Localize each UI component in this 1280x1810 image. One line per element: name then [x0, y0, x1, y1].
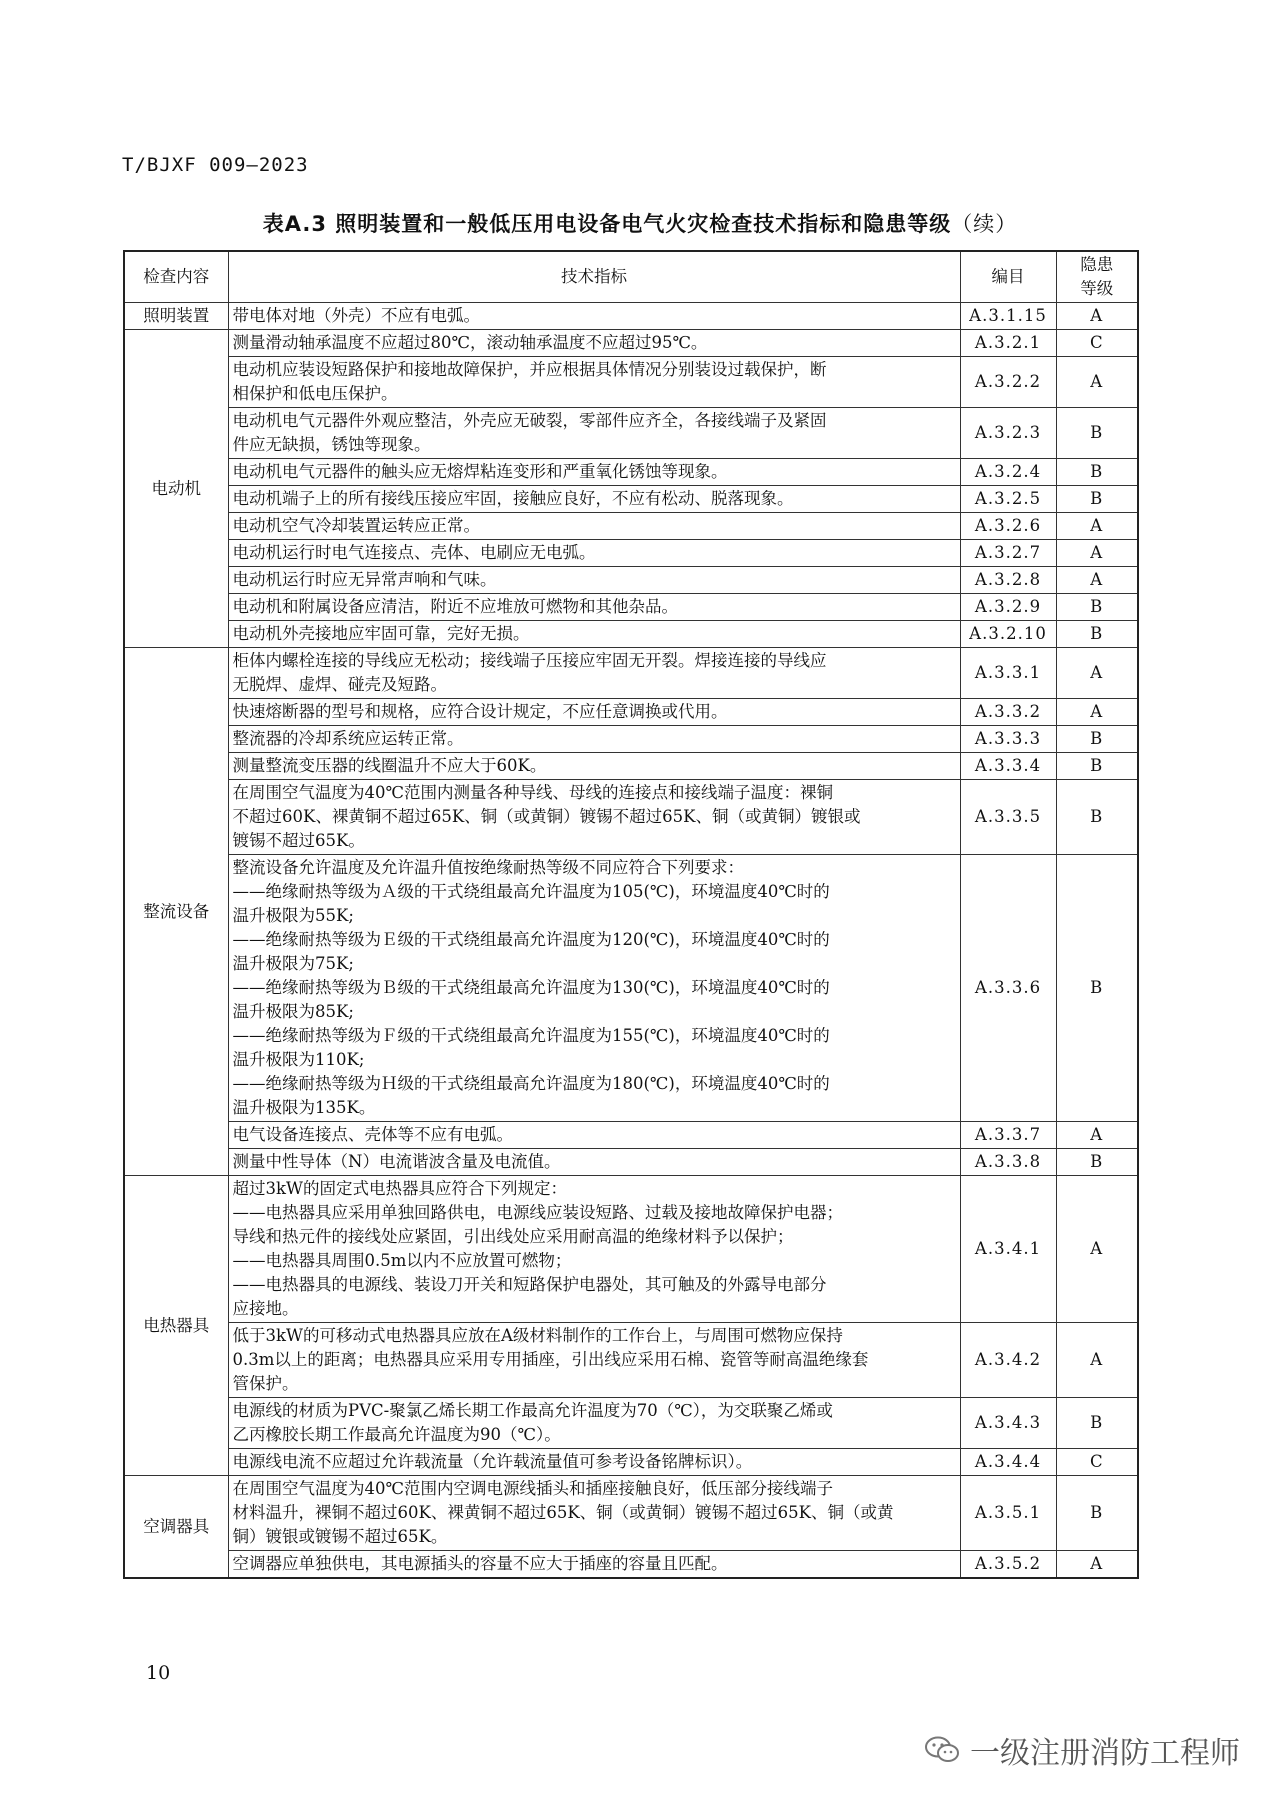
grade-cell: A: [1056, 513, 1138, 540]
indicator-line: 空调器应单独供电，其电源插头的容量不应大于插座的容量且匹配。: [232, 1554, 728, 1573]
indicator-line: 温升极限为135K。: [232, 1098, 376, 1117]
grade-cell: B: [1056, 621, 1138, 648]
category-cell: 照明装置: [124, 303, 228, 330]
indicator-cell: [228, 1149, 960, 1176]
grade-cell: B: [1056, 459, 1138, 486]
indicator-line: 不超过60K、裸黄铜不超过65K、铜（或黄铜）镀锡不超过65K、铜（或黄铜）镀银或: [232, 807, 861, 826]
table-title-main: 表A.3 照明装置和一般低压用电设备电气火灾检查技术指标和隐患等级: [262, 212, 952, 236]
header-grade-line2: 等级: [1080, 279, 1114, 298]
table-row: [124, 357, 1138, 408]
header-grade-line1: 隐患: [1080, 255, 1114, 274]
table-row: [124, 753, 1138, 780]
indicator-line: 电动机外壳接地应牢固可靠，完好无损。: [232, 624, 530, 643]
code-cell: A.3.2.1: [960, 330, 1056, 357]
table-row: [124, 726, 1138, 753]
grade-cell: B: [1056, 780, 1138, 855]
indicator-line: 无脱焊、虚焊、碰壳及短路。: [232, 675, 447, 694]
wechat-icon: [924, 1735, 960, 1765]
table-row: [124, 594, 1138, 621]
indicator-line: ——电热器具的电源线、装设刀开关和短路保护电器处，其可触及的外露导电部分: [232, 1275, 827, 1294]
table-row: [124, 540, 1138, 567]
indicator-line: 电源线的材质为PVC-聚氯乙烯长期工作最高允许温度为70（℃），为交联聚乙烯或: [232, 1401, 833, 1420]
table-header-row: [124, 251, 1138, 303]
table-row: [124, 1122, 1138, 1149]
table-row: [124, 330, 1138, 357]
indicator-line: 低于3kW的可移动式电热器具应放在A级材料制作的工作台上，与周围可燃物应保持: [232, 1326, 843, 1345]
grade-cell: B: [1056, 855, 1138, 1122]
page-number: 10: [146, 1662, 171, 1684]
code-cell: A.3.3.8: [960, 1149, 1056, 1176]
indicator-cell: [228, 1449, 960, 1476]
indicator-line: ——绝缘耐热等级为Ａ级的干式绕组最高允许温度为105(℃)，环境温度40℃时的: [232, 882, 830, 901]
indicator-line: 电动机应装设短路保护和接地故障保护，并应根据具体情况分别装设过载保护，断: [232, 360, 827, 379]
indicator-line: 温升极限为55K;: [232, 906, 354, 925]
indicator-line: 0.3m以上的距离；电热器具应采用专用插座，引出线应采用石棉、瓷管等耐高温绝缘套: [232, 1350, 869, 1369]
table-title-continued: （续）: [951, 212, 1018, 236]
indicator-line: 快速熔断器的型号和规格，应符合设计规定，不应任意调换或代用。: [232, 702, 728, 721]
table-row: [124, 855, 1138, 1122]
grade-cell: A: [1056, 1176, 1138, 1323]
indicator-cell: [228, 330, 960, 357]
indicator-cell: [228, 1323, 960, 1398]
table-row: [124, 1149, 1138, 1176]
table-row: [124, 1551, 1138, 1579]
table-row: [124, 486, 1138, 513]
grade-cell: A: [1056, 303, 1138, 330]
indicator-cell: [228, 780, 960, 855]
code-cell: A.3.2.8: [960, 567, 1056, 594]
indicator-line: 电动机运行时电气连接点、壳体、电刷应无电弧。: [232, 543, 596, 562]
indicator-line: 电动机电气元器件外观应整洁，外壳应无破裂，零部件应齐全，各接线端子及紧固: [232, 411, 827, 430]
indicator-line: 电动机端子上的所有接线压接应牢固，接触应良好，不应有松动、脱落现象。: [232, 489, 794, 508]
indicator-line: 超过3kW的固定式电热器具应符合下列规定：: [232, 1179, 567, 1198]
indicator-line: 件应无缺损，锈蚀等现象。: [232, 435, 431, 454]
indicator-line: 测量中性导体（N）电流谐波含量及电流值。: [232, 1152, 561, 1171]
header-grade: [1056, 251, 1138, 303]
indicator-cell: [228, 357, 960, 408]
grade-cell: B: [1056, 486, 1138, 513]
table-row: [124, 303, 1138, 330]
grade-cell: A: [1056, 1122, 1138, 1149]
indicator-cell: [228, 1551, 960, 1579]
code-cell: A.3.2.10: [960, 621, 1056, 648]
category-cell: 电热器具: [124, 1176, 228, 1476]
indicator-cell: [228, 1176, 960, 1323]
grade-cell: B: [1056, 1149, 1138, 1176]
category-cell: 电动机: [124, 330, 228, 648]
indicator-line: 电气设备连接点、壳体等不应有电弧。: [232, 1125, 513, 1144]
table-title: [0, 208, 1280, 238]
table-row: [124, 648, 1138, 699]
indicator-line: 应接地。: [232, 1299, 299, 1318]
grade-cell: A: [1056, 540, 1138, 567]
indicator-line: 电动机和附属设备应清洁，附近不应堆放可燃物和其他杂品。: [232, 597, 678, 616]
code-cell: A.3.2.9: [960, 594, 1056, 621]
code-cell: A.3.2.6: [960, 513, 1056, 540]
table-row: [124, 1449, 1138, 1476]
table-row: [124, 780, 1138, 855]
document-code: T/BJXF 009—2023: [122, 154, 309, 176]
indicator-line: 镀锡不超过65K。: [232, 831, 365, 850]
code-cell: A.3.5.2: [960, 1551, 1056, 1579]
header-code: 编目: [960, 251, 1056, 303]
code-cell: A.3.2.3: [960, 408, 1056, 459]
indicator-line: 测量整流变压器的线圈温升不应大于60K。: [232, 756, 547, 775]
grade-cell: B: [1056, 753, 1138, 780]
indicator-line: 电源线电流不应超过允许载流量（允许载流量值可参考设备铭牌标识）。: [232, 1452, 753, 1471]
code-cell: A.3.3.4: [960, 753, 1056, 780]
indicator-line: ——绝缘耐热等级为Ｈ级的干式绕组最高允许温度为180(℃)，环境温度40℃时的: [232, 1074, 830, 1093]
grade-cell: B: [1056, 1476, 1138, 1551]
indicator-line: 温升极限为75K;: [232, 954, 354, 973]
indicator-cell: [228, 594, 960, 621]
indicator-line: 测量滑动轴承温度不应超过80℃，滚动轴承温度不应超过95℃。: [232, 333, 708, 352]
indicator-line: 整流器的冷却系统应运转正常。: [232, 729, 464, 748]
code-cell: A.3.4.1: [960, 1176, 1056, 1323]
code-cell: A.3.4.4: [960, 1449, 1056, 1476]
indicator-line: 相保护和低电压保护。: [232, 384, 398, 403]
grade-cell: B: [1056, 594, 1138, 621]
code-cell: A.3.4.2: [960, 1323, 1056, 1398]
grade-cell: A: [1056, 567, 1138, 594]
indicator-line: ——电热器具周围0.5m以内不应放置可燃物；: [232, 1251, 572, 1270]
table-row: [124, 1176, 1138, 1323]
code-cell: A.3.1.15: [960, 303, 1056, 330]
code-cell: A.3.3.1: [960, 648, 1056, 699]
indicator-line: ——绝缘耐热等级为Ｅ级的干式绕组最高允许温度为120(℃)，环境温度40℃时的: [232, 930, 830, 949]
grade-cell: A: [1056, 699, 1138, 726]
indicator-cell: [228, 459, 960, 486]
watermark: [924, 1728, 1240, 1772]
indicator-line: 乙丙橡胶长期工作最高允许温度为90（℃）。: [232, 1425, 561, 1444]
grade-cell: A: [1056, 1323, 1138, 1398]
indicator-line: 铜）镀银或镀锡不超过65K。: [232, 1527, 448, 1546]
table-row: [124, 1323, 1138, 1398]
indicator-cell: [228, 303, 960, 330]
indicator-cell: [228, 1476, 960, 1551]
indicator-line: 在周围空气温度为40℃范围内测量各种导线、母线的连接点和接线端子温度：裸铜: [232, 783, 833, 802]
indicator-line: 温升极限为110K;: [232, 1050, 365, 1069]
indicator-cell: [228, 567, 960, 594]
inspection-table: [123, 250, 1139, 1579]
category-cell: 整流设备: [124, 648, 228, 1176]
indicator-line: ——电热器具应采用单独回路供电，电源线应装设短路、过载及接地故障保护电器；: [232, 1203, 843, 1222]
indicator-cell: [228, 486, 960, 513]
table-row: [124, 513, 1138, 540]
grade-cell: A: [1056, 648, 1138, 699]
table-row: [124, 1476, 1138, 1551]
indicator-cell: [228, 753, 960, 780]
table-row: [124, 408, 1138, 459]
table-row: [124, 459, 1138, 486]
indicator-cell: [228, 648, 960, 699]
indicator-line: 电动机运行时应无异常声响和气味。: [232, 570, 497, 589]
indicator-cell: [228, 1398, 960, 1449]
table-row: [124, 621, 1138, 648]
grade-cell: A: [1056, 357, 1138, 408]
indicator-cell: [228, 726, 960, 753]
indicator-line: 材料温升，裸铜不超过60K、裸黄铜不超过65K、铜（或黄铜）镀锡不超过65K、铜（或黄: [232, 1503, 894, 1522]
indicator-cell: [228, 1122, 960, 1149]
indicator-line: 带电体对地（外壳）不应有电弧。: [232, 306, 480, 325]
code-cell: A.3.3.3: [960, 726, 1056, 753]
code-cell: A.3.3.7: [960, 1122, 1056, 1149]
table-row: [124, 699, 1138, 726]
table-body: [124, 303, 1138, 1579]
indicator-line: 电动机电气元器件的触头应无熔焊粘连变形和严重氧化锈蚀等现象。: [232, 462, 728, 481]
grade-cell: B: [1056, 1398, 1138, 1449]
indicator-line: 电动机空气冷却装置运转应正常。: [232, 516, 480, 535]
code-cell: A.3.3.6: [960, 855, 1056, 1122]
indicator-cell: [228, 855, 960, 1122]
grade-cell: C: [1056, 330, 1138, 357]
indicator-line: 管保护。: [232, 1374, 299, 1393]
indicator-line: 在周围空气温度为40℃范围内空调电源线插头和插座接触良好，低压部分接线端子: [232, 1479, 833, 1498]
grade-cell: C: [1056, 1449, 1138, 1476]
header-indicator: 技术指标: [228, 251, 960, 303]
code-cell: A.3.2.5: [960, 486, 1056, 513]
code-cell: A.3.2.4: [960, 459, 1056, 486]
indicator-line: ——绝缘耐热等级为Ｆ级的干式绕组最高允许温度为155(℃)，环境温度40℃时的: [232, 1026, 830, 1045]
watermark-text: 一级注册消防工程师: [970, 1736, 1240, 1771]
indicator-cell: [228, 540, 960, 567]
grade-cell: A: [1056, 1551, 1138, 1579]
indicator-line: ——绝缘耐热等级为Ｂ级的干式绕组最高允许温度为130(℃)，环境温度40℃时的: [232, 978, 830, 997]
indicator-line: 整流设备允许温度及允许温升值按绝缘耐热等级不同应符合下列要求：: [232, 858, 744, 877]
table-row: [124, 567, 1138, 594]
indicator-cell: [228, 699, 960, 726]
indicator-cell: [228, 408, 960, 459]
indicator-cell: [228, 621, 960, 648]
indicator-line: 导线和热元件的接线处应紧固，引出线处应采用耐高温的绝缘材料予以保护；: [232, 1227, 794, 1246]
code-cell: A.3.2.2: [960, 357, 1056, 408]
code-cell: A.3.3.5: [960, 780, 1056, 855]
table-row: [124, 1398, 1138, 1449]
code-cell: A.3.3.2: [960, 699, 1056, 726]
category-cell: 空调器具: [124, 1476, 228, 1579]
grade-cell: B: [1056, 408, 1138, 459]
header-content: 检查内容: [124, 251, 228, 303]
code-cell: A.3.5.1: [960, 1476, 1056, 1551]
indicator-cell: [228, 513, 960, 540]
indicator-line: 温升极限为85K;: [232, 1002, 354, 1021]
indicator-line: 柜体内螺栓连接的导线应无松动；接线端子压接应牢固无开裂。焊接连接的导线应: [232, 651, 827, 670]
grade-cell: B: [1056, 726, 1138, 753]
code-cell: A.3.4.3: [960, 1398, 1056, 1449]
code-cell: A.3.2.7: [960, 540, 1056, 567]
